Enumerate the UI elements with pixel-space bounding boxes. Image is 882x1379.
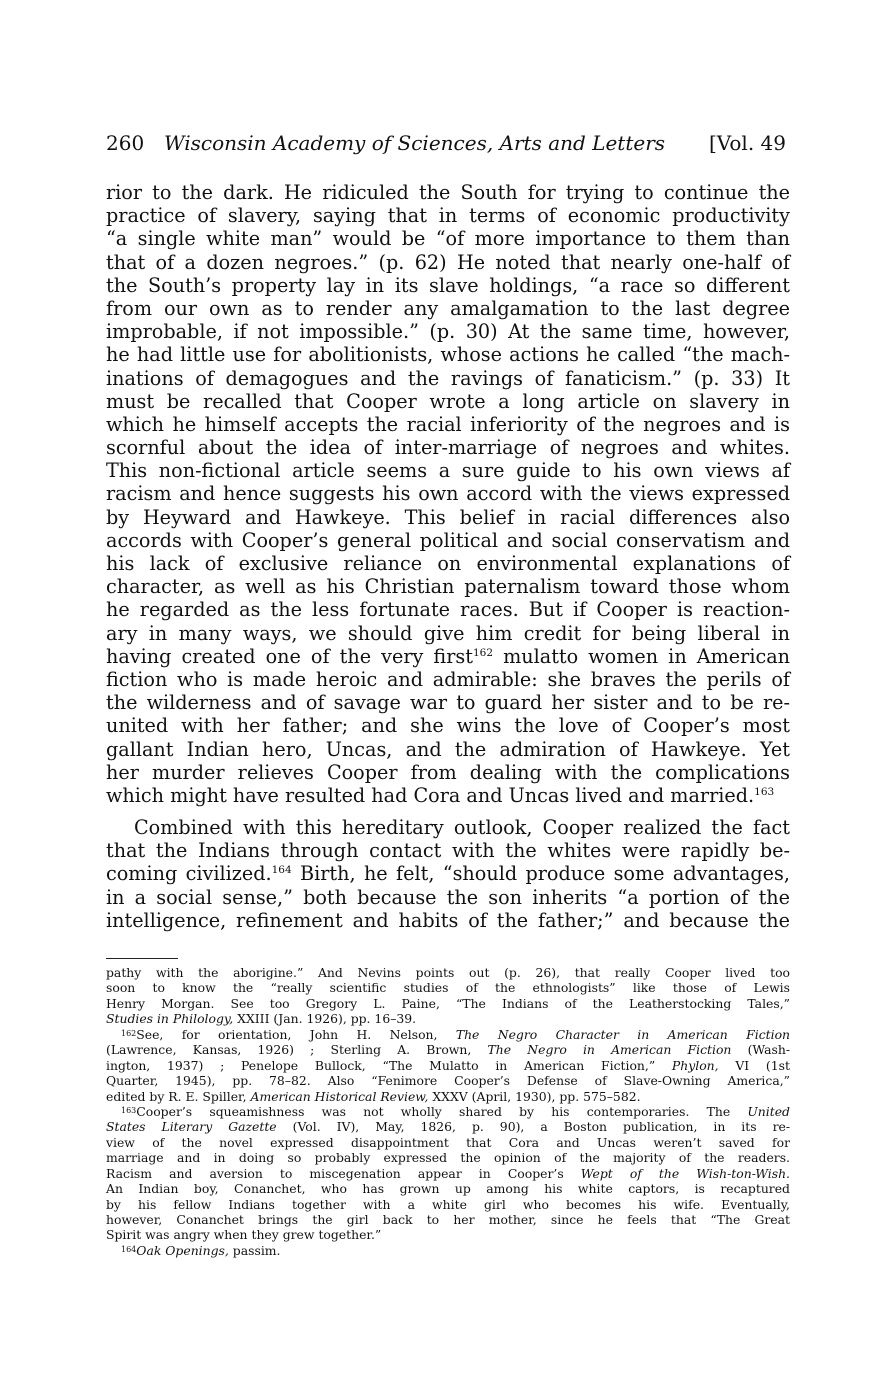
text-line: rior to the dark. He ridiculed the South for trying to continue the: [106, 181, 790, 204]
footnote-line: soon to know the “really scientific studies of the ethnologists” like those of Lewis: [106, 980, 790, 996]
footnote-line: [106, 1027, 790, 1042]
volume-label: [Vol. 49: [708, 131, 786, 155]
footnote-line: marriage and in doing so probably expressed the opinion of the majority of the readers.: [106, 1150, 790, 1166]
footnote-line: [106, 1058, 790, 1073]
text-line: [106, 862, 790, 885]
text-line: racism and hence suggests his own accord with the views expressed: [106, 482, 790, 506]
footnote-continuation: [106, 965, 790, 1027]
text-line: united with her father; and she wins the love of Cooper’s most: [106, 714, 790, 738]
footnote-line: Spirit was angry when they grew together.”: [106, 1227, 382, 1243]
text-line: gallant Indian hero, Uncas, and the admiration of Hawkeye. Yet: [106, 737, 790, 761]
text-line: by Heyward and Hawkeye. This belief in racial differences also: [106, 505, 790, 529]
footnote-line: by his fellow Indians together with a white girl who becomes his wife. Eventually,: [106, 1196, 790, 1212]
citation-title: Oak Openings,: [136, 1242, 229, 1258]
text-run: See, for orientation, John H. Nelson,: [136, 1026, 456, 1042]
footnote-line: however, Conanchet brings the girl back to her mother, since he feels that “The Great: [106, 1212, 790, 1227]
citation-title: American Historical Review,: [250, 1088, 429, 1104]
text-run: coming civilized.: [106, 862, 272, 886]
running-head: [106, 131, 790, 161]
text-line: the South’s property lay in its slave holdings, “a race so different: [106, 273, 790, 297]
citation-title: Wept of the Wish-ton-Wish.: [580, 1165, 790, 1181]
footnote-line: view of the novel expressed disappointment that Cora and Uncas weren’t saved for: [106, 1134, 790, 1150]
text-run: VI (1st: [718, 1057, 790, 1073]
citation-title: Studies in Philology,: [106, 1011, 234, 1027]
citation-title: States Literary Gazette: [106, 1119, 277, 1135]
text-run: (Vol. IV), May, 1826, p. 90), a Boston publication, in its re-: [276, 1119, 791, 1135]
footnote-164: [106, 1243, 790, 1258]
text-run: (Wash-: [731, 1042, 791, 1058]
citation-title: Phylon,: [671, 1057, 719, 1073]
journal-title: Wisconsin Academy of Sciences, Arts and Letters: [164, 131, 666, 155]
footnote-line: [106, 1011, 790, 1026]
footnote-line: [106, 1042, 790, 1057]
text-line: fiction who is made heroic and admirable: she braves the perils of: [106, 667, 790, 691]
footnote-number: 162: [121, 1028, 137, 1038]
text-run: XXIII (Jan. 1926), pp. 16–39.: [233, 1011, 417, 1027]
page-number: 260: [106, 131, 145, 155]
footnote-line: [106, 1243, 790, 1258]
text-line: scornful about the idea of inter-marriage of negroes and whites.: [106, 436, 790, 460]
text-run: edited by R. E. Spiller,: [106, 1088, 251, 1104]
footnotes: [106, 965, 790, 1258]
paragraph-2: [106, 816, 790, 932]
text-line: inations of demagogues and the ravings of fanaticism.” (p. 33) It: [106, 366, 790, 390]
text-line: her murder relieves Cooper from dealing with the complications: [106, 760, 790, 784]
text-run: ington, 1937) ; Penelope Bullock, “The Mulatto in American Fiction,”: [106, 1057, 672, 1073]
text-line: intelligence, refinement and habits of the father;” and because the: [106, 908, 790, 932]
citation-title: The Negro in American Fiction: [487, 1042, 732, 1058]
text-line: [106, 645, 790, 668]
footnote-162: [106, 1027, 790, 1104]
text-line: which he himself accepts the racial inferiority of the negroes and is: [106, 412, 790, 436]
citation-title: United: [747, 1103, 790, 1119]
text-run: which might have resulted had Cora and Uncas lived and married.: [106, 783, 755, 807]
footnote-line: [106, 1089, 790, 1104]
footnote-number: 164: [121, 1244, 137, 1254]
text-line: [106, 784, 790, 807]
text-run: mulatto women in American: [493, 644, 790, 668]
text-line: he regarded as the less fortunate races. But if Cooper is reaction-: [106, 598, 790, 622]
footnote-ref-164[interactable]: 164: [271, 864, 292, 877]
footnote-ref-163[interactable]: 163: [754, 785, 775, 798]
citation-title: The Negro Character in American Fiction: [455, 1026, 791, 1042]
text-line: character, as well as his Christian paternalism toward those whom: [106, 575, 790, 599]
text-line: that of a dozen negroes.” (p. 62) He noted that nearly one-half of: [106, 250, 790, 274]
footnote-line: Quarter, 1945), pp. 78–82. Also “Fenimore Cooper’s Defense of Slave-Owning America,”: [106, 1073, 790, 1089]
text-line: in a social sense,” both because the son inherits “a portion of the: [106, 885, 790, 909]
footnote-line: pathy with the aborigine.” And Nevins points out (p. 26), that really Cooper lived too: [106, 965, 790, 980]
footnote-ref-162[interactable]: 162: [472, 646, 493, 659]
text-run: passim.: [228, 1242, 281, 1258]
text-run: Racism and aversion to miscegenation appear in Cooper’s: [106, 1165, 581, 1181]
footnote-line: Henry Morgan. See too Gregory L. Paine, “The Indians of the Leatherstocking Tales,”: [106, 995, 790, 1011]
body-text: [106, 181, 790, 932]
text-line: ary in many ways, we should give him credit for being liberal in: [106, 621, 790, 645]
text-line: his lack of exclusive reliance on environmental explanations of: [106, 552, 790, 575]
footnote-163: [106, 1104, 790, 1243]
text-line: from our own as to render any amalgamation to the last degree: [106, 296, 790, 320]
text-line: “a single white man” would be “of more importance to them than: [106, 227, 790, 251]
footnote-line: [106, 1104, 790, 1119]
text-line: must be recalled that Cooper wrote a long article on slavery in: [106, 389, 790, 413]
footnote-line: [106, 1166, 790, 1181]
text-run: having created one of the very first: [106, 644, 473, 668]
text-run: Birth, he felt, “should produce some advantages,: [291, 862, 790, 886]
text-line: This non-fictional article seems a sure guide to his own views af: [106, 459, 790, 483]
footnote-divider: [106, 958, 178, 959]
footnote-line: [106, 1119, 790, 1134]
text-line: accords with Cooper’s general political and social conservatism and: [106, 528, 790, 552]
text-line: that the Indians through contact with the whites were rapidly be-: [106, 839, 790, 863]
text-run: (Lawrence, Kansas, 1926) ; Sterling A. Brown,: [106, 1042, 488, 1058]
text-line: Combined with this hereditary outlook, Cooper realized the fact: [134, 816, 790, 840]
text-run: XXXV (April, 1930), pp. 575–582.: [428, 1088, 641, 1104]
text-line: the wilderness and of savage war to guard her sister and to be re-: [106, 691, 790, 715]
text-line: practice of slavery, saying that in terms of economic productivity: [106, 204, 790, 228]
footnote-line: An Indian boy, Conanchet, who has grown up among his white captors, is recaptured: [106, 1181, 790, 1197]
footnote-number: 163: [121, 1105, 137, 1115]
text-line: improbable, if not impossible.” (p. 30) At the same time, however,: [106, 320, 790, 344]
paragraph-1: [106, 181, 790, 807]
text-line: he had little use for abolitionists, whose actions he called “the mach-: [106, 343, 790, 367]
text-run: Cooper’s squeamishness was not wholly shared by his contemporaries. The: [136, 1103, 748, 1119]
